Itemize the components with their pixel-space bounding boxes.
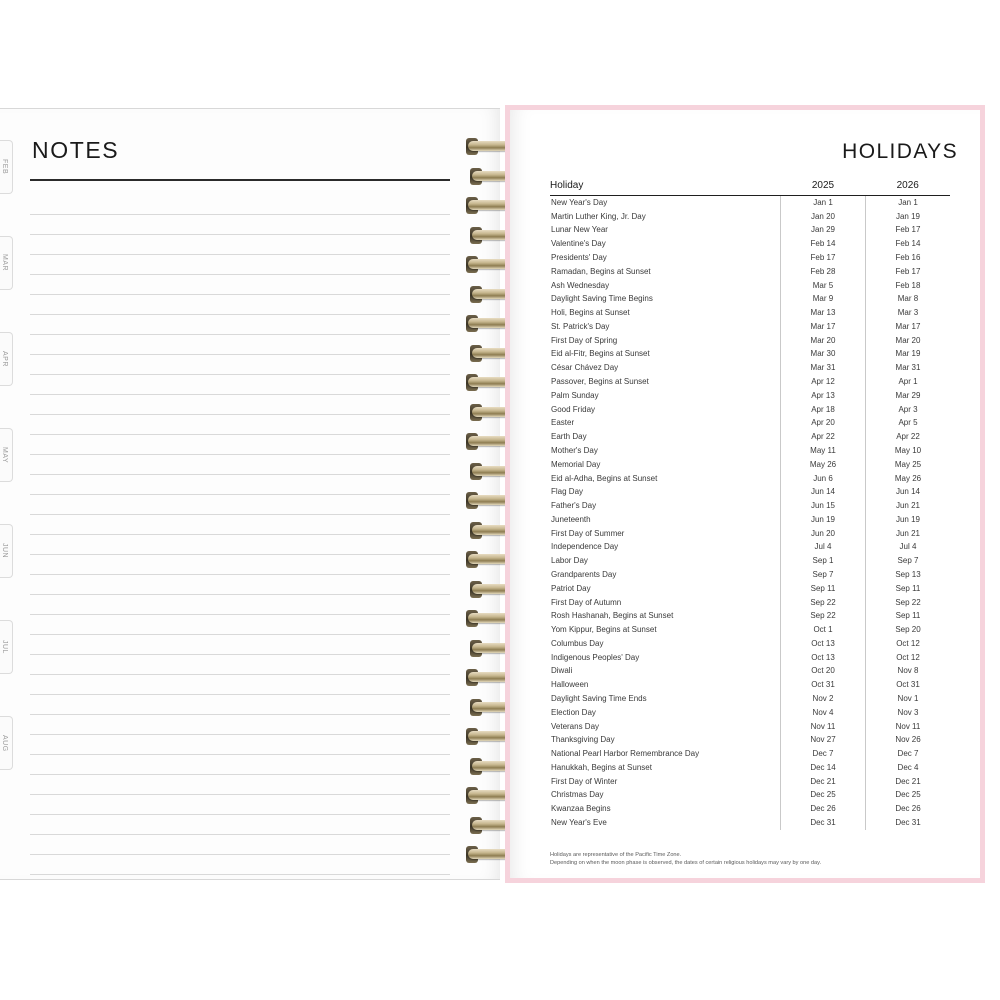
table-row <box>550 554 950 568</box>
holiday-date-2026: Jun 21 <box>866 527 951 541</box>
holiday-date-2026: Sep 11 <box>866 609 951 623</box>
holiday-name: Palm Sunday <box>551 390 599 400</box>
table-row <box>550 417 950 431</box>
holiday-date-2025: Dec 21 <box>781 775 866 789</box>
table-row <box>550 802 950 816</box>
holiday-date-2025: Feb 17 <box>781 251 866 265</box>
table-row <box>550 348 950 362</box>
holidays-page-title: HOLIDAYS <box>842 140 958 163</box>
table-row <box>550 375 950 389</box>
notes-line[interactable] <box>30 675 450 695</box>
holiday-date-2026: Jul 4 <box>866 541 951 555</box>
holiday-date-2026: Apr 1 <box>866 375 951 389</box>
holiday-date-2025: Dec 14 <box>781 761 866 775</box>
table-row <box>550 692 950 706</box>
holiday-date-2026: Feb 14 <box>866 237 951 251</box>
holiday-date-2026: May 26 <box>866 472 951 486</box>
holiday-name: Ramadan, Begins at Sunset <box>551 266 651 276</box>
table-row <box>550 279 950 293</box>
holiday-name: First Day of Autumn <box>551 597 622 607</box>
table-row <box>550 609 950 623</box>
table-row <box>550 472 950 486</box>
notes-line[interactable] <box>30 315 450 335</box>
holiday-name: Holi, Begins at Sunset <box>551 308 630 318</box>
holiday-date-2026: Sep 11 <box>866 582 951 596</box>
holiday-name: National Pearl Harbor Remembrance Day <box>551 749 700 759</box>
holiday-date-2025: Nov 4 <box>781 706 866 720</box>
notes-line[interactable] <box>30 355 450 375</box>
table-row <box>550 196 950 210</box>
notes-line[interactable] <box>30 655 450 675</box>
holiday-name: Presidents' Day <box>551 253 607 263</box>
notes-line[interactable] <box>30 295 450 315</box>
month-tab-strip[interactable] <box>0 140 16 840</box>
holiday-name: Flag Day <box>551 487 584 497</box>
notes-line[interactable] <box>30 275 450 295</box>
notes-line[interactable] <box>30 735 450 755</box>
holiday-date-2025: Feb 28 <box>781 265 866 279</box>
holiday-date-2026: Sep 7 <box>866 554 951 568</box>
holiday-name: Martin Luther King, Jr. Day <box>551 211 646 221</box>
table-row <box>550 237 950 251</box>
notes-line[interactable] <box>30 195 450 215</box>
notes-line[interactable] <box>30 475 450 495</box>
holiday-date-2025: Nov 11 <box>781 720 866 734</box>
holiday-name: First Day of Spring <box>551 335 618 345</box>
notes-line[interactable] <box>30 215 450 235</box>
table-row <box>550 541 950 555</box>
table-row <box>550 210 950 224</box>
month-tab-feb[interactable]: FEB <box>0 140 13 194</box>
table-row <box>550 499 950 513</box>
table-row <box>550 747 950 761</box>
holiday-date-2026: Mar 20 <box>866 334 951 348</box>
table-row <box>550 637 950 651</box>
notes-line[interactable] <box>30 695 450 715</box>
table-row <box>550 582 950 596</box>
holiday-date-2026: Jan 1 <box>866 196 951 210</box>
holiday-date-2025: Mar 31 <box>781 361 866 375</box>
holiday-date-2025: Apr 22 <box>781 430 866 444</box>
holiday-name: New Year's Eve <box>551 818 607 828</box>
table-row <box>550 430 950 444</box>
holiday-date-2026: Feb 17 <box>866 265 951 279</box>
holiday-date-2026: Oct 31 <box>866 678 951 692</box>
holiday-date-2025: Dec 26 <box>781 802 866 816</box>
holiday-date-2025: Mar 20 <box>781 334 866 348</box>
table-row <box>550 513 950 527</box>
holiday-name: St. Patrick's Day <box>551 321 610 331</box>
holiday-date-2025: Apr 13 <box>781 389 866 403</box>
notes-line[interactable] <box>30 775 450 795</box>
notes-page <box>0 108 500 880</box>
holiday-date-2026: Jun 14 <box>866 485 951 499</box>
page-top-margin <box>0 0 1000 105</box>
holiday-name: First Day of Winter <box>551 776 618 786</box>
column-header-holiday: Holiday <box>550 180 781 196</box>
holiday-name: Eid al-Adha, Begins at Sunset <box>551 473 658 483</box>
table-row <box>550 251 950 265</box>
holiday-name: Election Day <box>551 707 596 717</box>
holiday-date-2025: Nov 2 <box>781 692 866 706</box>
notes-line[interactable] <box>30 235 450 255</box>
holiday-date-2025: Jul 4 <box>781 541 866 555</box>
holiday-date-2025: May 26 <box>781 458 866 472</box>
holiday-name: Halloween <box>551 680 589 690</box>
notes-line[interactable] <box>30 515 450 535</box>
month-tab-apr[interactable]: APR <box>0 332 13 386</box>
notes-line[interactable] <box>30 495 450 515</box>
holiday-date-2025: Feb 14 <box>781 237 866 251</box>
table-row <box>550 761 950 775</box>
notes-line[interactable] <box>30 435 450 455</box>
holiday-date-2026: May 10 <box>866 444 951 458</box>
holiday-date-2025: Jun 14 <box>781 485 866 499</box>
notes-line[interactable] <box>30 395 450 415</box>
notes-line[interactable] <box>30 575 450 595</box>
table-row <box>550 568 950 582</box>
table-row <box>550 706 950 720</box>
holiday-name: Veterans Day <box>551 721 600 731</box>
table-row <box>550 361 950 375</box>
holiday-date-2025: Sep 7 <box>781 568 866 582</box>
notes-line[interactable] <box>30 795 450 815</box>
holiday-date-2025: Mar 13 <box>781 306 866 320</box>
holiday-date-2025: Oct 20 <box>781 665 866 679</box>
month-tab-may[interactable]: MAY <box>0 428 13 482</box>
holiday-name: Yom Kippur, Begins at Sunset <box>551 625 657 635</box>
holiday-date-2025: Jun 15 <box>781 499 866 513</box>
holiday-date-2026: Dec 25 <box>866 789 951 803</box>
holiday-date-2026: Oct 12 <box>866 651 951 665</box>
notes-line[interactable] <box>30 715 450 735</box>
holiday-name: César Chávez Day <box>551 363 619 373</box>
table-row <box>550 403 950 417</box>
holiday-date-2025: Jun 6 <box>781 472 866 486</box>
holiday-date-2025: Nov 27 <box>781 733 866 747</box>
table-row <box>550 651 950 665</box>
holiday-name: Patriot Day <box>551 583 591 593</box>
holiday-date-2026: Feb 18 <box>866 279 951 293</box>
holiday-date-2026: Jan 19 <box>866 210 951 224</box>
holiday-name: Easter <box>551 418 575 428</box>
holiday-date-2025: Dec 7 <box>781 747 866 761</box>
holiday-name: First Day of Summer <box>551 528 625 538</box>
holiday-name: Ash Wednesday <box>551 280 610 290</box>
holiday-date-2026: Apr 3 <box>866 403 951 417</box>
table-row <box>550 265 950 279</box>
table-row <box>550 775 950 789</box>
holiday-date-2026: Oct 12 <box>866 637 951 651</box>
table-row <box>550 623 950 637</box>
holiday-name: Eid al-Fitr, Begins at Sunset <box>551 349 650 359</box>
holiday-date-2026: Nov 8 <box>866 665 951 679</box>
holiday-name: Mother's Day <box>551 445 598 455</box>
holiday-date-2026: May 25 <box>866 458 951 472</box>
table-row <box>550 458 950 472</box>
notes-page-title: NOTES <box>32 137 120 163</box>
holiday-date-2025: Mar 9 <box>781 292 866 306</box>
holiday-date-2025: Mar 30 <box>781 348 866 362</box>
table-row <box>550 485 950 499</box>
holiday-name: Memorial Day <box>551 459 601 469</box>
holiday-name: Diwali <box>551 666 573 676</box>
holiday-name: Juneteenth <box>551 514 591 524</box>
table-row <box>550 678 950 692</box>
holiday-name: Labor Day <box>551 556 588 566</box>
footnote-line-1: Holidays are representative of the Pacific Time Zone. <box>550 852 682 858</box>
holiday-date-2026: Nov 11 <box>866 720 951 734</box>
holiday-date-2025: Apr 12 <box>781 375 866 389</box>
holiday-date-2026: Feb 16 <box>866 251 951 265</box>
notes-line[interactable] <box>30 455 450 475</box>
table-row <box>550 527 950 541</box>
holiday-date-2026: Dec 31 <box>866 816 951 830</box>
holiday-date-2025: Apr 18 <box>781 403 866 417</box>
notes-line[interactable] <box>30 595 450 615</box>
holiday-date-2026: Jun 19 <box>866 513 951 527</box>
holiday-name: Daylight Saving Time Begins <box>551 294 653 304</box>
holiday-date-2025: Oct 31 <box>781 678 866 692</box>
holiday-name: Columbus Day <box>551 638 604 648</box>
column-header-2025: 2025 <box>781 180 866 196</box>
holiday-name: Christmas Day <box>551 790 604 800</box>
holiday-name: Independence Day <box>551 542 619 552</box>
holiday-date-2026: Jun 21 <box>866 499 951 513</box>
holiday-date-2025: Oct 1 <box>781 623 866 637</box>
holiday-date-2025: Jun 20 <box>781 527 866 541</box>
holiday-date-2026: Apr 5 <box>866 417 951 431</box>
table-row <box>550 444 950 458</box>
holiday-date-2025: Jan 1 <box>781 196 866 210</box>
holiday-date-2026: Dec 4 <box>866 761 951 775</box>
holiday-date-2025: Jun 19 <box>781 513 866 527</box>
table-row <box>550 816 950 830</box>
notes-header-rule <box>30 179 450 181</box>
holiday-name: Earth Day <box>551 432 587 442</box>
notes-line[interactable] <box>30 535 450 555</box>
holiday-date-2026: Mar 31 <box>866 361 951 375</box>
notes-line[interactable] <box>30 555 450 575</box>
table-row <box>550 306 950 320</box>
table-row <box>550 389 950 403</box>
holiday-date-2026: Sep 13 <box>866 568 951 582</box>
month-tab-mar[interactable]: MAR <box>0 236 13 290</box>
holiday-name: Hanukkah, Begins at Sunset <box>551 762 652 772</box>
table-row <box>550 789 950 803</box>
notes-line[interactable] <box>30 415 450 435</box>
holidays-page <box>505 105 985 883</box>
notes-line[interactable] <box>30 615 450 635</box>
notes-line[interactable] <box>30 815 450 835</box>
table-row <box>550 596 950 610</box>
holiday-name: Grandparents Day <box>551 569 617 579</box>
month-tab-jul[interactable]: JUL <box>0 620 13 674</box>
notes-line[interactable] <box>30 755 450 775</box>
page-bottom-margin <box>0 895 1000 1000</box>
holiday-date-2026: Dec 26 <box>866 802 951 816</box>
holiday-date-2026: Mar 29 <box>866 389 951 403</box>
holiday-date-2025: Mar 17 <box>781 320 866 334</box>
holiday-date-2026: Mar 3 <box>866 306 951 320</box>
table-row <box>550 720 950 734</box>
notes-line[interactable] <box>30 635 450 655</box>
footnote-line-2: Depending on when the moon phase is observed, the dates of certain religious holidays may vary by one day. <box>550 859 822 866</box>
table-row <box>550 334 950 348</box>
table-row <box>550 292 950 306</box>
holiday-name: Indigenous Peoples' Day <box>551 652 640 662</box>
holiday-date-2025: Jan 20 <box>781 210 866 224</box>
holiday-date-2025: Dec 25 <box>781 789 866 803</box>
notes-line[interactable] <box>30 335 450 355</box>
holidays-table-wrap <box>550 180 950 830</box>
holiday-date-2026: Dec 7 <box>866 747 951 761</box>
holidays-footnote <box>550 852 950 867</box>
holiday-date-2025: May 11 <box>781 444 866 458</box>
holiday-date-2026: Mar 17 <box>866 320 951 334</box>
holiday-name: Lunar New Year <box>551 225 608 235</box>
table-row <box>550 320 950 334</box>
holiday-date-2025: Oct 13 <box>781 637 866 651</box>
holiday-name: Valentine's Day <box>551 239 606 249</box>
holiday-date-2026: Mar 19 <box>866 348 951 362</box>
table-row <box>550 224 950 238</box>
notes-ruled-lines[interactable] <box>30 195 450 861</box>
column-header-2026: 2026 <box>866 180 951 196</box>
month-tab-jun[interactable]: JUN <box>0 524 13 578</box>
holiday-date-2026: Feb 17 <box>866 224 951 238</box>
holiday-name: Thanksgiving Day <box>551 735 615 745</box>
holiday-date-2026: Apr 22 <box>866 430 951 444</box>
holiday-name: Father's Day <box>551 501 597 511</box>
holiday-date-2026: Sep 22 <box>866 596 951 610</box>
notes-line[interactable] <box>30 255 450 275</box>
table-row <box>550 733 950 747</box>
holiday-date-2025: Jan 29 <box>781 224 866 238</box>
notes-line[interactable] <box>30 835 450 855</box>
holiday-date-2025: Sep 22 <box>781 596 866 610</box>
holiday-date-2026: Sep 20 <box>866 623 951 637</box>
notes-line[interactable] <box>30 875 450 880</box>
holiday-date-2026: Mar 8 <box>866 292 951 306</box>
holiday-date-2026: Nov 26 <box>866 733 951 747</box>
holiday-name: New Year's Day <box>551 197 608 207</box>
notes-line[interactable] <box>30 855 450 875</box>
holidays-table <box>550 180 950 830</box>
holiday-date-2025: Oct 13 <box>781 651 866 665</box>
notes-line[interactable] <box>30 375 450 395</box>
holiday-date-2025: Apr 20 <box>781 417 866 431</box>
holiday-name: Daylight Saving Time Ends <box>551 694 647 704</box>
holiday-name: Good Friday <box>551 404 596 414</box>
holidays-table-header-row <box>550 180 950 196</box>
holiday-date-2026: Nov 3 <box>866 706 951 720</box>
holiday-name: Passover, Begins at Sunset <box>551 377 649 387</box>
holiday-date-2025: Sep 1 <box>781 554 866 568</box>
holiday-name: Kwanzaa Begins <box>551 804 611 814</box>
table-row <box>550 665 950 679</box>
holiday-date-2025: Sep 22 <box>781 609 866 623</box>
holiday-name: Rosh Hashanah, Begins at Sunset <box>551 611 674 621</box>
holiday-date-2026: Nov 1 <box>866 692 951 706</box>
holiday-date-2025: Dec 31 <box>781 816 866 830</box>
holiday-date-2025: Sep 11 <box>781 582 866 596</box>
holiday-date-2026: Dec 21 <box>866 775 951 789</box>
holiday-date-2025: Mar 5 <box>781 279 866 293</box>
month-tab-aug[interactable]: AUG <box>0 716 13 770</box>
